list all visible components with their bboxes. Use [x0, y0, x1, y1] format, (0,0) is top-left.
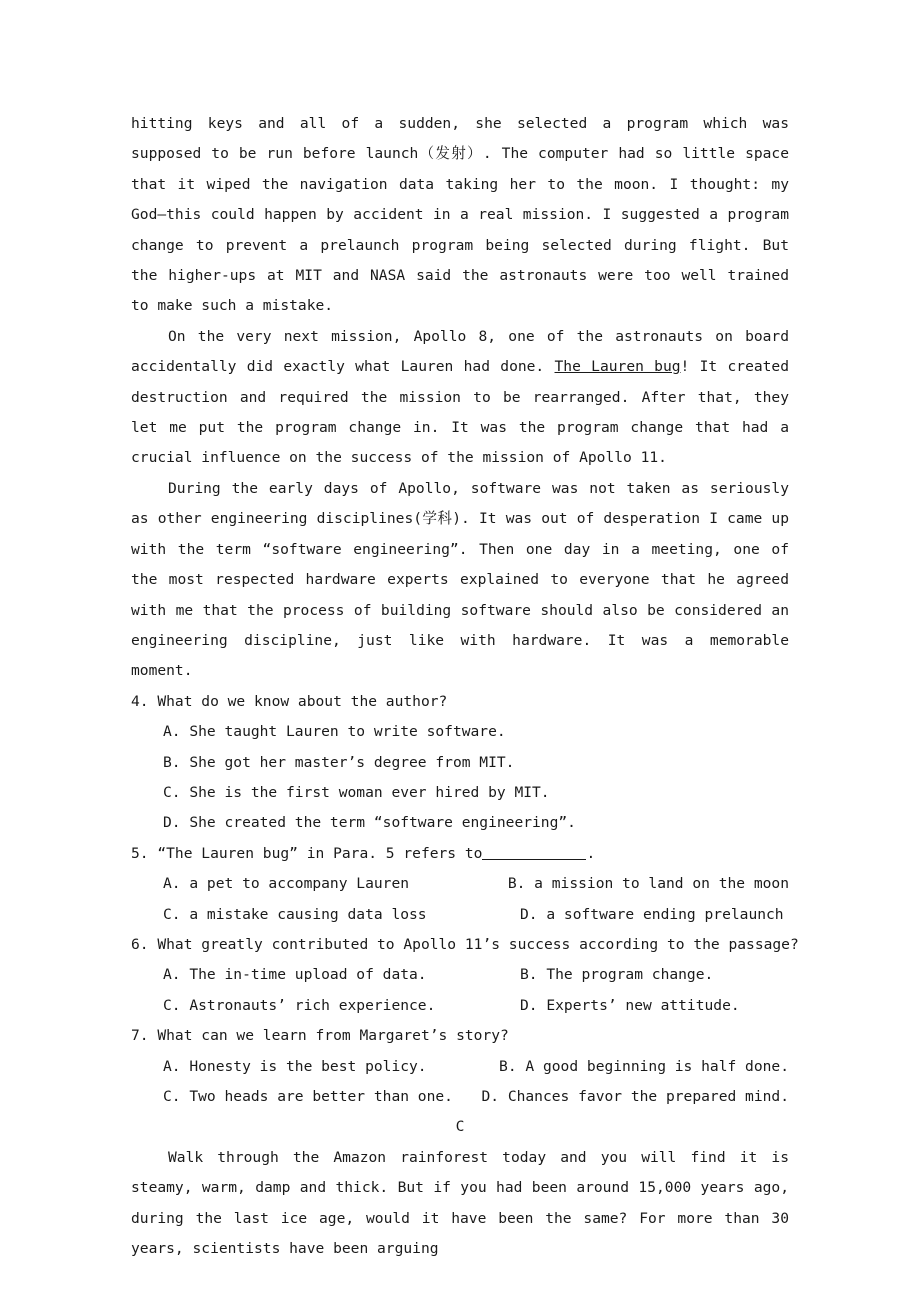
- question-6-options-row-2: [131, 991, 789, 1021]
- lauren-bug-underlined: The Lauren bug: [554, 358, 681, 376]
- passage-paragraph-2: [131, 322, 789, 474]
- question-4: [131, 687, 789, 839]
- question-6-stem: 6. What greatly contributed to Apollo 11’s success according to the passage?: [131, 935, 799, 953]
- question-4-option-c: C. She is the first woman ever hired by MIT.: [163, 783, 550, 801]
- question-6-option-d: D. Experts’ new attitude.: [520, 996, 740, 1014]
- question-5-stem-end: .: [586, 844, 596, 862]
- section-c-paragraph-1: Walk through the Amazon rainforest today and you will find it is steamy, warm, damp and thick. But if you had been around 15,000 years ago, during the last ice age, would it have been the same? For more than 30 years, scientists have been arguing: [131, 1148, 789, 1258]
- question-7-options-row-2: [131, 1082, 789, 1112]
- answer-blank: [482, 845, 586, 860]
- question-7-option-b: B. A good beginning is half done.: [499, 1057, 789, 1075]
- question-6-options-row-1: [131, 960, 789, 990]
- question-5: [131, 839, 789, 930]
- passage-paragraph-3: During the early days of Apollo, software was not taken as seriously as other engineering disciplines(学科). It was out of desperation I came up with the term “software engineering”. Then one day in a meeting, one of the most respected hardware experts explained to everyone that he agreed with me that the process of building software should also be considered an engineering discipline, just like with hardware. It was a memorable moment.: [131, 479, 789, 680]
- question-5-options-row-2: [131, 900, 789, 930]
- exam-page: [131, 109, 799, 1264]
- question-5-option-b: B. a mission to land on the moon: [507, 875, 789, 893]
- question-6-option-c: C. Astronauts’ rich experience.: [163, 996, 436, 1014]
- question-7: [131, 1021, 789, 1112]
- question-4-option-d: D. She created the term “software engineering”.: [163, 814, 576, 832]
- question-6-option-a: A. The in-time upload of data.: [163, 966, 427, 984]
- question-4-option-a: A. She taught Lauren to write software.: [163, 723, 506, 741]
- question-7-option-a: A. Honesty is the best policy.: [163, 1057, 427, 1075]
- question-5-option-c: C. a mistake causing data loss: [163, 905, 427, 923]
- passage-paragraph-1: hitting keys and all of a sudden, she selected a program which was supposed to be run before launch（发射）. The computer had so little space that it wiped the navigation data taking her to the moon. I thought: my God—this could happen by accident in a real mission. I suggested a program change to prevent a prelaunch program being selected during flight. But the higher-ups at MIT and NASA said the astronauts were too well trained to make such a mistake.: [131, 115, 789, 315]
- question-5-option-a: A. a pet to accompany Lauren: [163, 875, 410, 893]
- question-7-option-c: C. Two heads are better than one.: [163, 1088, 453, 1105]
- question-7-stem: 7. What can we learn from Margaret’s story?: [131, 1027, 509, 1045]
- question-4-option-b: B. She got her master’s degree from MIT.: [163, 753, 515, 771]
- question-5-stem-text: 5. “The Lauren bug” in Para. 5 refers to: [131, 844, 483, 862]
- question-7-options-row-1: [131, 1052, 789, 1082]
- question-5-options-row-1: [131, 869, 789, 899]
- question-6-option-b: B. The program change.: [520, 966, 714, 984]
- section-c-heading: C: [455, 1118, 465, 1136]
- question-5-option-d: D. a software ending prelaunch: [520, 905, 784, 923]
- question-6: [131, 930, 799, 1021]
- question-4-stem: 4. What do we know about the author?: [131, 692, 448, 710]
- passage-paragraph-2-start: On the very next mission, Apollo 8, one of the astronauts on board accidentally did exactly what Lauren had done.: [131, 327, 789, 376]
- question-5-stem: [131, 839, 789, 869]
- passage-paragraph-2-end: ! It created destruction and required the mission to be rearranged. After that, they let me put the program change in. It was the program change that had a crucial influence on the success of the mission of Apollo 11.: [131, 358, 789, 467]
- question-7-option-d: D. Chances favor the prepared mind.: [481, 1088, 789, 1105]
